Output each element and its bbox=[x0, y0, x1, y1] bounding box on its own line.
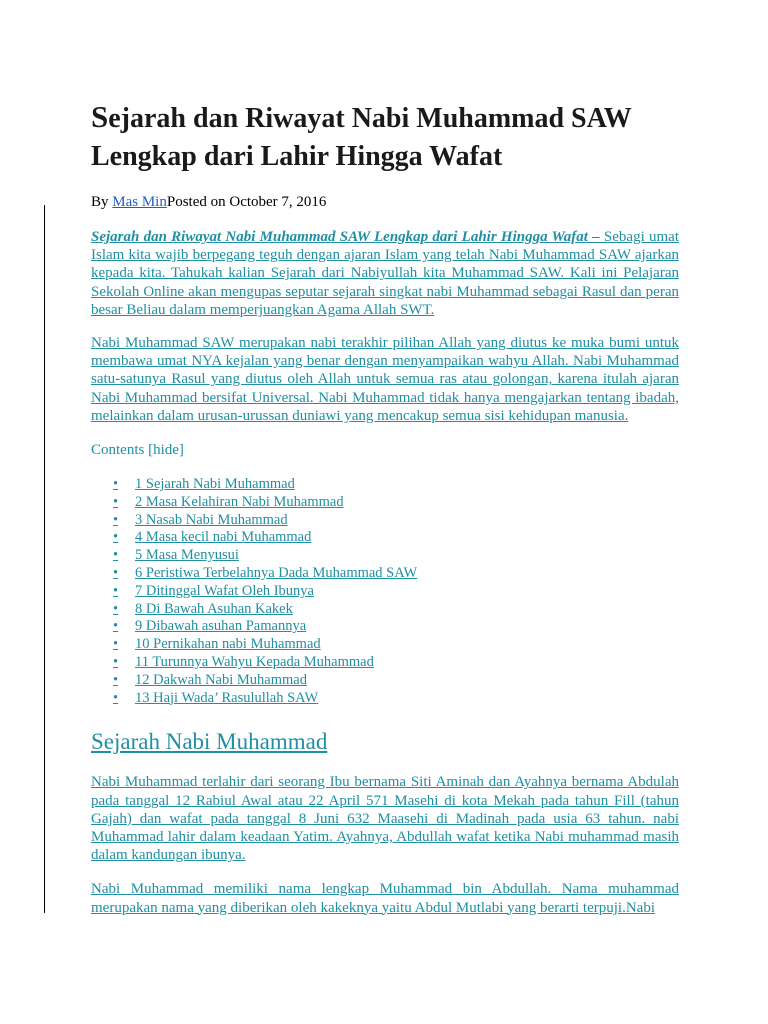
toc-item[interactable] bbox=[113, 565, 679, 583]
author-link[interactable]: Mas Min bbox=[112, 194, 167, 210]
article bbox=[91, 98, 679, 917]
bullet-icon: • bbox=[113, 654, 119, 670]
toc-item-label[interactable]: 9 Dibawah asuhan Pamannya bbox=[135, 618, 307, 635]
bullet-icon: • bbox=[113, 582, 119, 599]
toc-item-label[interactable]: 6 Peristiwa Terbelahnya Dada Muhammad SAW bbox=[135, 565, 418, 582]
toc-item[interactable] bbox=[113, 601, 679, 619]
bullet-icon: • bbox=[113, 565, 119, 582]
bullet-icon: • bbox=[113, 493, 119, 510]
bullet-icon: • bbox=[113, 689, 119, 706]
toc-item[interactable] bbox=[113, 636, 679, 654]
toc-item-label[interactable]: 8 Di Bawah Asuhan Kakek bbox=[135, 600, 293, 617]
bullet-icon: • bbox=[113, 600, 119, 617]
bullet-icon: • bbox=[113, 636, 119, 653]
toc-item-label[interactable]: 2 Masa Kelahiran Nabi Muhammad bbox=[135, 493, 344, 510]
title-first-letter: S bbox=[91, 99, 109, 134]
toc-item-label[interactable]: 12 Dakwah Nabi Muhammad bbox=[135, 671, 307, 688]
toc-item-label[interactable]: 13 Haji Wada’ Rasulullah SAW bbox=[135, 689, 319, 706]
table-of-contents bbox=[91, 476, 679, 707]
toc-item-label[interactable]: 1 Sejarah Nabi Muhammad bbox=[135, 476, 295, 493]
paragraph-2[interactable]: Nabi Muhammad SAW merupakan nabi terakhir pilihan Allah yang diutus ke muka bumi untuk membawa umat NYA kejalan yang benar dengan menyampaikan wahyu Allah. Nabi Muhammad satu-satunya Rasul yang diutus oleh Allah untuk semua ras atau golongan, karena itulah ajaran Nabi Muhammad bersifat Universal. Nabi Muhammad tidak hanya mengajarkan tentang ibadah, melainkan dalam urusan-urussan duniawi yang mencakup semua sisi kehidupan manusia. bbox=[91, 335, 679, 424]
bullet-icon: • bbox=[113, 618, 119, 635]
toc-item[interactable] bbox=[113, 512, 679, 530]
intro-lead[interactable]: Sejarah dan Riwayat Nabi Muhammad SAW Lengkap dari Lahir Hingga Wafat – bbox=[91, 229, 600, 245]
toc-item[interactable] bbox=[113, 690, 679, 708]
intro-text[interactable]: Sebagi umat Islam kita wajib berpegang teguh dengan ajaran Islam yang telah Nabi Muhammad SAW ajarkan kepada kita. Tahukah kalian Sejarah dari Nabiyullah kita Muhammad SAW. Kali ini Pelajaran Sekolah Online akan mengupas seputar sejarah singkat nabi Muhammad sebagai Rasul dan peran besar Beliau dalam memperjuangkan Agama Allah SWT. bbox=[91, 229, 679, 318]
toc-item-label[interactable]: 4 Masa kecil nabi Muhammad bbox=[135, 529, 312, 546]
toc-item[interactable] bbox=[113, 547, 679, 565]
toc-item[interactable] bbox=[113, 583, 679, 601]
toc-item[interactable] bbox=[113, 654, 679, 672]
byline-prefix: By bbox=[91, 194, 113, 210]
section-paragraph-1[interactable]: Nabi Muhammad terlahir dari seorang Ibu bernama Siti Aminah dan Ayahnya bernama Abdulah pada tanggal 12 Rabiul Awal atau 22 April 571 Masehi di kota Mekah pada tahun Fill (tahun Gajah) dan wafat pada tanggal 8 Juni 632 Maasehi di Madinah pada usia 63 tahun. nabi Muhammad lahir dalam keadaan Yatim. Ayahnya, Abdullah wafat ketika Nabi muhammad masih dalam kandungan ibunya. bbox=[91, 774, 679, 864]
bullet-icon: • bbox=[113, 476, 119, 493]
bullet-icon: • bbox=[113, 547, 119, 564]
toc-item[interactable] bbox=[113, 618, 679, 636]
toc-item-label[interactable]: 7 Ditinggal Wafat Oleh Ibunya bbox=[135, 582, 314, 599]
intro-paragraph[interactable] bbox=[91, 228, 679, 319]
toc-item[interactable] bbox=[113, 672, 679, 690]
toc-item-label[interactable]: 11 Turunnya Wahyu Kepada Muhammad bbox=[135, 654, 374, 670]
contents-title[interactable]: Contents [hide] bbox=[91, 442, 184, 459]
toc-item[interactable] bbox=[113, 494, 679, 512]
bullet-icon: • bbox=[113, 511, 119, 528]
title-rest: ejarah dan Riwayat Nabi Muhammad SAW Lengkap dari Lahir Hingga Wafat bbox=[91, 103, 632, 172]
section-heading[interactable]: Sejarah Nabi Muhammad bbox=[91, 729, 328, 755]
toc-item[interactable] bbox=[113, 476, 679, 494]
toc-item-label[interactable]: 10 Pernikahan nabi Muhammad bbox=[135, 636, 321, 653]
bullet-icon: • bbox=[113, 529, 119, 546]
toc-item-label[interactable]: 3 Nasab Nabi Muhammad bbox=[135, 511, 288, 528]
bullet-icon: • bbox=[113, 671, 119, 688]
section-paragraph-2[interactable]: Nabi Muhammad memiliki nama lengkap Muhammad bin Abdullah. Nama muhammad merupakan nama yang diberikan oleh kakeknya yaitu Abdul Mutlabi yang berarti terpuji.Nabi bbox=[91, 881, 679, 916]
article-title bbox=[91, 98, 679, 176]
posted-date: Posted on October 7, 2016 bbox=[166, 194, 327, 210]
margin-line bbox=[44, 205, 45, 913]
byline bbox=[91, 193, 679, 212]
toc-item-label[interactable]: 5 Masa Menyusui bbox=[135, 547, 239, 564]
toc-item[interactable] bbox=[113, 529, 679, 547]
